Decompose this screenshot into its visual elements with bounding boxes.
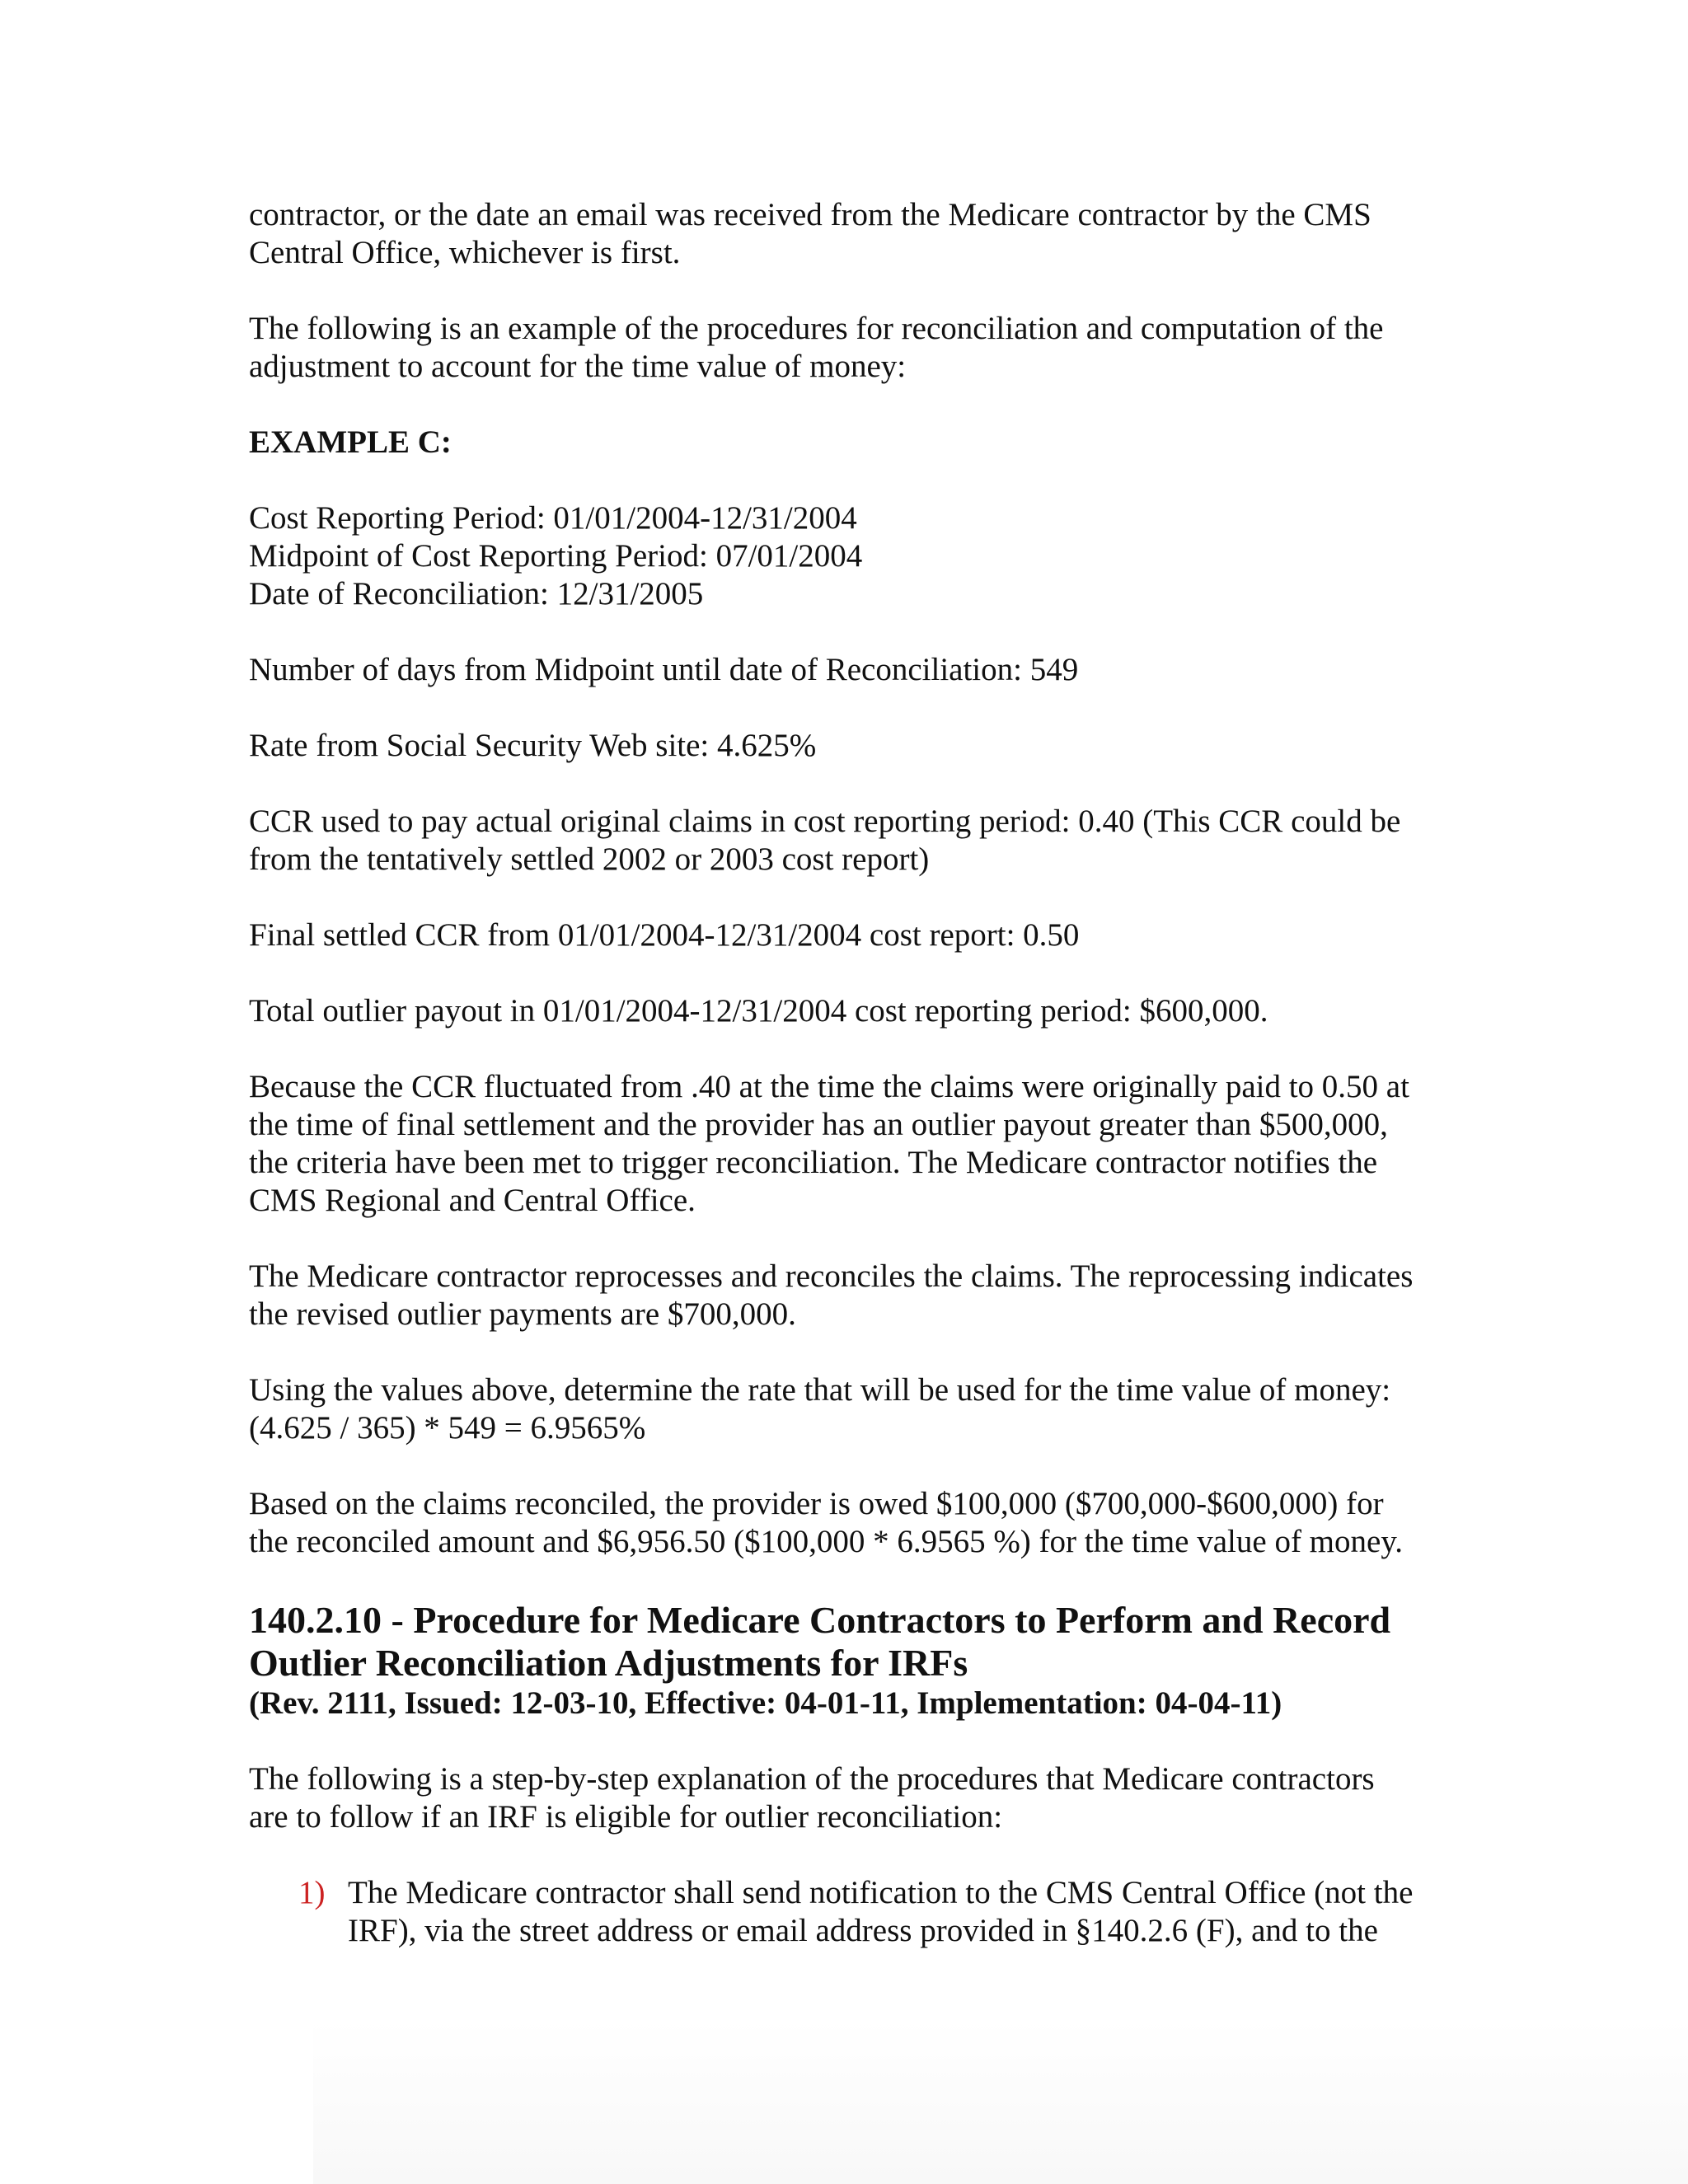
text-line: the reconciled amount and $6,956.50 ($100,000 * 6.9565 %) for the time value of money. <box>249 1524 1404 1559</box>
text-line: IRF), via the street address or email address provided in §140.2.6 (F), and to the <box>348 1913 1378 1948</box>
text-line: from the tentatively settled 2002 or 2003 cost report) <box>249 841 930 877</box>
example-heading: EXAMPLE C: <box>249 424 452 460</box>
paragraph-section-intro <box>249 1760 1453 1836</box>
text-line: The following is an example of the procedures for reconciliation and computation of the <box>249 311 1384 346</box>
list-item <box>249 1874 1453 1950</box>
paragraph-reprocess <box>249 1258 1453 1333</box>
section-title-line: Outlier Reconciliation Adjustments for IRFs <box>249 1642 968 1684</box>
text-line: Cost Reporting Period: 01/01/2004-12/31/2004 <box>249 500 857 536</box>
text-line: Total outlier payout in 01/01/2004-12/31/2004 cost reporting period: $600,000. <box>249 993 1268 1029</box>
text-line: adjustment to account for the time value of money: <box>249 349 907 384</box>
text-line: The Medicare contractor reprocesses and reconciles the claims. The reprocessing indicates <box>249 1258 1414 1294</box>
page-bottom-shade <box>313 2019 1688 2184</box>
text-line: Because the CCR fluctuated from .40 at the time the claims were originally paid to 0.50 at <box>249 1069 1409 1104</box>
procedure-list <box>249 1874 1453 1950</box>
text-line: The following is a step-by-step explanation of the procedures that Medicare contractors <box>249 1761 1375 1797</box>
text-line: Central Office, whichever is first. <box>249 235 681 270</box>
text-line: The Medicare contractor shall send notification to the CMS Central Office (not the <box>348 1875 1414 1910</box>
paragraph-total-outlier <box>249 992 1453 1030</box>
paragraph-number-of-days <box>249 651 1453 689</box>
paragraph-ccr-fluctuation <box>249 1068 1453 1220</box>
paragraph-rate <box>249 727 1453 765</box>
text-line: Rate from Social Security Web site: 4.625% <box>249 728 817 763</box>
section-revision: (Rev. 2111, Issued: 12-03-10, Effective: 04-01-11, Implementation: 04-04-11) <box>249 1685 1282 1721</box>
text-line: are to follow if an IRF is eligible for outlier reconciliation: <box>249 1799 1003 1835</box>
text-line: contractor, or the date an email was received from the Medicare contractor by the CMS <box>249 197 1372 232</box>
text-line: (4.625 / 365) * 549 = 6.9565% <box>249 1410 646 1446</box>
text-line: the revised outlier payments are $700,000. <box>249 1296 796 1332</box>
section-title <box>249 1599 1453 1685</box>
text-line: Based on the claims reconciled, the provider is owed $100,000 ($700,000-$600,000) for <box>249 1486 1384 1521</box>
text-line: Using the values above, determine the rate that will be used for the time value of money: <box>249 1372 1391 1408</box>
text-line: Number of days from Midpoint until date of Reconciliation: 549 <box>249 652 1079 687</box>
text-line: Midpoint of Cost Reporting Period: 07/01/2004 <box>249 538 863 574</box>
section-title-line: 140.2.10 - Procedure for Medicare Contractors to Perform and Record <box>249 1599 1391 1641</box>
text-line: the criteria have been met to trigger reconciliation. The Medicare contractor notifies the <box>249 1145 1378 1180</box>
paragraph-ccr-original <box>249 803 1453 879</box>
paragraph-contractor-date <box>249 196 1453 272</box>
paragraph-cost-reporting-dates <box>249 499 1453 613</box>
paragraph-amount-owed <box>249 1485 1453 1561</box>
paragraph-time-value-rate <box>249 1371 1453 1447</box>
text-line: CCR used to pay actual original claims in cost reporting period: 0.40 (This CCR could be <box>249 804 1401 839</box>
text-line: the time of final settlement and the provider has an outlier payout greater than $500,000, <box>249 1107 1388 1142</box>
text-line: Date of Reconciliation: 12/31/2005 <box>249 576 704 612</box>
paragraph-example-intro <box>249 310 1453 386</box>
text-line: CMS Regional and Central Office. <box>249 1183 696 1218</box>
paragraph-final-ccr <box>249 916 1453 954</box>
list-item-number: 1) <box>298 1875 326 1910</box>
text-line: Final settled CCR from 01/01/2004-12/31/2004 cost report: 0.50 <box>249 917 1080 953</box>
